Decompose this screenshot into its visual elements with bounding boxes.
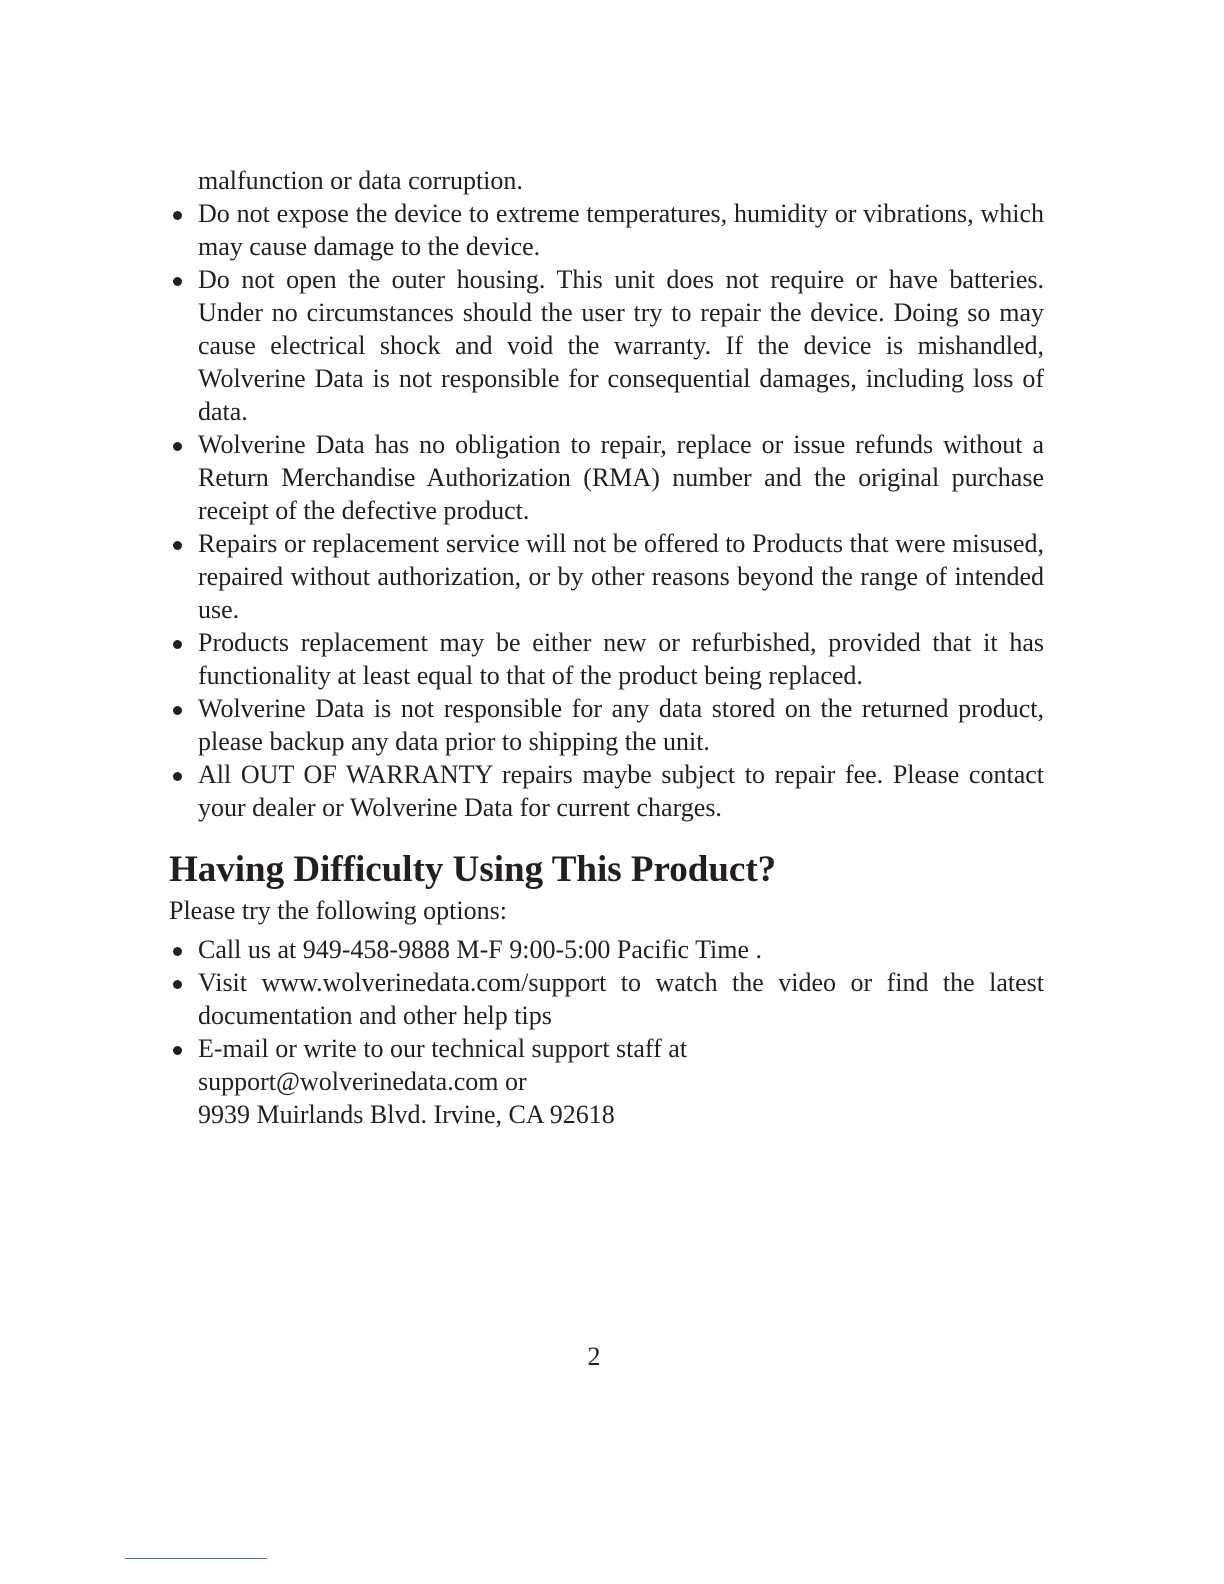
footnote-divider <box>125 1558 267 1559</box>
bullet-icon <box>173 640 182 649</box>
list-item <box>169 626 1044 692</box>
list-item <box>169 758 1044 824</box>
list-item-text: Do not expose the device to extreme temperatures, humidity or vibrations, which may cause damage to the device. <box>198 199 1044 261</box>
support-option-email <box>169 1032 1044 1131</box>
list-item <box>169 527 1044 626</box>
call-text: Call us at 949-458-9888 M-F 9:00-5:00 Pacific Time . <box>198 935 763 964</box>
email-intro-text: E-mail or write to our technical support staff at <box>198 1034 688 1063</box>
list-item <box>169 692 1044 758</box>
page-number: 2 <box>587 1342 601 1371</box>
list-item-text: All OUT OF WARRANTY repairs maybe subject to repair fee. Please contact your dealer or Wolverine Data for current charges. <box>198 760 1044 822</box>
bullet-icon <box>173 277 182 286</box>
list-item-text: Wolverine Data has no obligation to repair, replace or issue refunds without a Return Merchandise Authorization (RMA) number and the original purchase receipt of the defective product. <box>198 430 1044 525</box>
bullet-icon <box>173 980 182 989</box>
bullet-icon <box>173 706 182 715</box>
support-intro: Please try the following options: <box>169 896 507 925</box>
support-option-call <box>169 933 1044 966</box>
list-item-text: Do not open the outer housing. This unit does not require or have batteries. Under no circumstances should the user try to repair the device. Doing so may cause electrical shock and void the warranty. If the device is mishandled, Wolverine Data is not responsible for consequential damages, including loss of data. <box>198 265 1044 426</box>
warranty-terms-section <box>169 164 1044 824</box>
bullet-icon <box>173 442 182 451</box>
support-section <box>169 848 1044 1131</box>
section-heading: Having Difficulty Using This Product? <box>169 849 777 890</box>
bullet-icon <box>173 1046 182 1055</box>
list-item-text: Products replacement may be either new or refurbished, provided that it has functionality at least equal to that of the product being replaced. <box>198 628 1044 690</box>
list-item <box>169 263 1044 428</box>
support-options-list <box>169 933 1044 1131</box>
mailing-address: 9939 Muirlands Blvd. Irvine, CA 92618 <box>198 1100 615 1129</box>
list-item <box>169 428 1044 527</box>
continued-text: malfunction or data corruption. <box>198 166 523 195</box>
warranty-bullet-list <box>169 197 1044 824</box>
list-item-text: Repairs or replacement service will not be offered to Products that were misused, repaired without authorization, or by other reasons beyond the range of intended use. <box>198 529 1044 624</box>
list-item <box>169 197 1044 263</box>
support-email-address: support@wolverinedata.com or <box>198 1067 527 1096</box>
bullet-icon <box>173 541 182 550</box>
bullet-icon <box>173 211 182 220</box>
bullet-icon <box>173 772 182 781</box>
bullet-icon <box>173 947 182 956</box>
list-item-text: Wolverine Data is not responsible for any data stored on the returned product, please backup any data prior to shipping the unit. <box>198 694 1044 756</box>
visit-text: Visit www.wolverinedata.com/support to watch the video or find the latest documentation and other help tips <box>198 968 1044 1030</box>
support-option-visit <box>169 966 1044 1032</box>
